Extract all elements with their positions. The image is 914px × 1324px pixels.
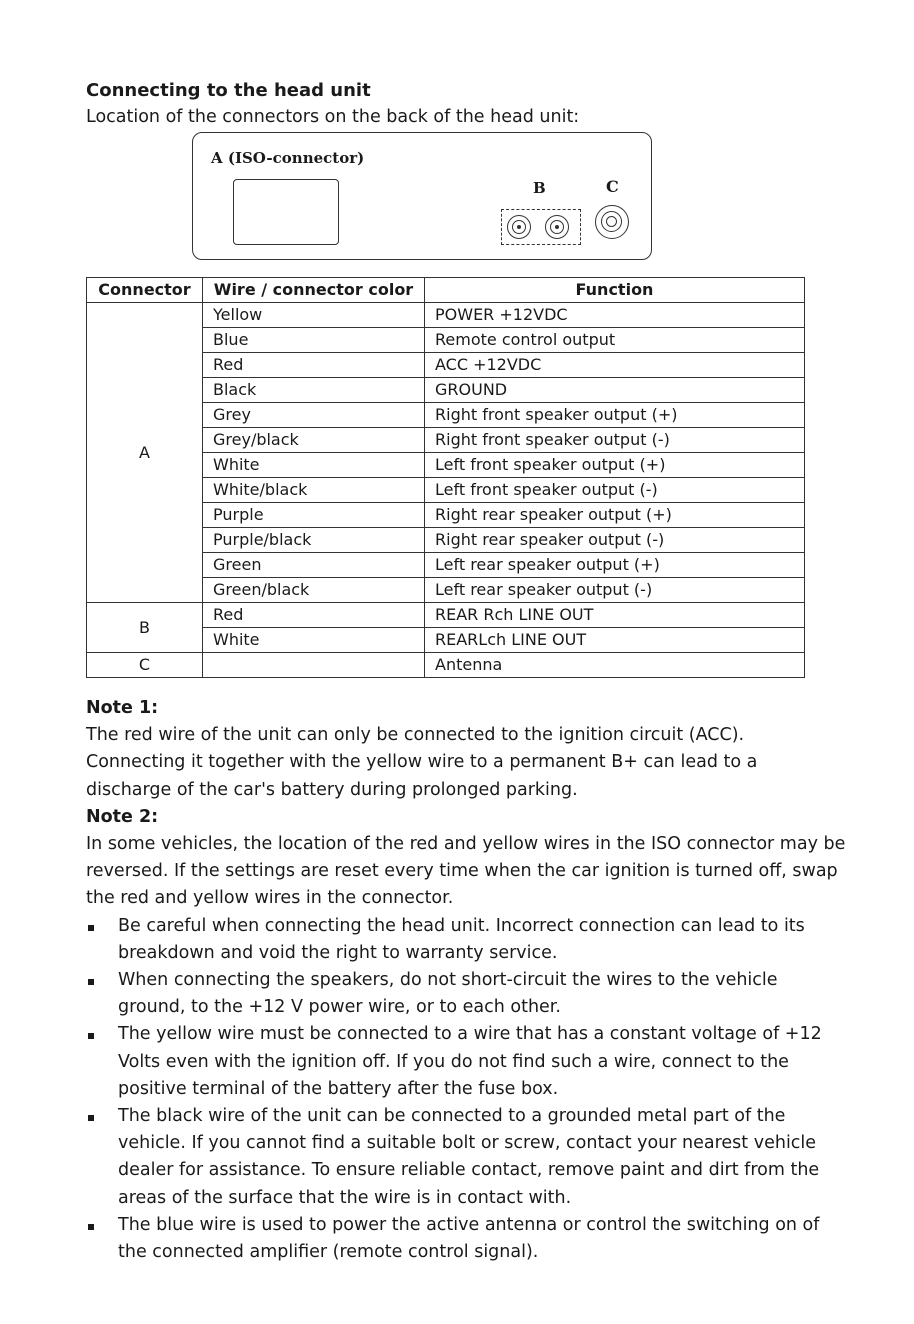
list-item-text: Be careful when connecting the head unit. Incorrect connection can lead to its breakdown and void the right to warranty service. <box>118 915 805 963</box>
connector-cell: A <box>87 303 203 603</box>
note-2-text: In some vehicles, the location of the red and yellow wires in the ISO connector may be reversed. If the settings are reset every time when the car ignition is turned off, swap the red and yellow wires in the connector. <box>86 834 846 909</box>
function-cell: REARLch LINE OUT <box>425 628 805 653</box>
iso-connector-socket <box>233 179 339 245</box>
page-title: Connecting to the head unit <box>86 80 371 101</box>
notes-section <box>86 695 846 1266</box>
wiring-table <box>86 277 805 678</box>
antenna-jack-icon <box>595 205 629 239</box>
table-row <box>87 653 805 678</box>
wire-color-cell: White <box>203 453 425 478</box>
list-item <box>86 967 846 1021</box>
note-2-title: Note 2: <box>86 806 159 827</box>
table-row <box>87 303 805 328</box>
wire-color-cell: Grey/black <box>203 428 425 453</box>
connector-c-label: C <box>606 177 619 196</box>
function-cell: Antenna <box>425 653 805 678</box>
rca-jack-left-icon <box>507 215 531 239</box>
bullet-square-icon <box>88 979 94 985</box>
wire-color-cell: Purple <box>203 503 425 528</box>
list-item <box>86 913 846 967</box>
note-1-text: The red wire of the unit can only be connected to the ignition circuit (ACC). Connecting it together with the yellow wire to a permanent B+ can lead to a discharge of the car's battery during prolonged parking. <box>86 725 758 800</box>
header-function: Function <box>425 278 805 303</box>
wire-color-cell: Grey <box>203 403 425 428</box>
list-item <box>86 1021 846 1103</box>
wire-color-cell <box>203 653 425 678</box>
function-cell: Left front speaker output (-) <box>425 478 805 503</box>
bullet-square-icon <box>88 1224 94 1230</box>
header-wire-color: Wire / connector color <box>203 278 425 303</box>
bullet-square-icon <box>88 925 94 931</box>
wire-color-cell: Red <box>203 353 425 378</box>
connector-b-label: B <box>533 179 546 197</box>
function-cell: POWER +12VDC <box>425 303 805 328</box>
wire-color-cell: White/black <box>203 478 425 503</box>
bullet-square-icon <box>88 1033 94 1039</box>
wire-color-cell: Blue <box>203 328 425 353</box>
note-1-title: Note 1: <box>86 698 159 718</box>
wire-color-cell: Yellow <box>203 303 425 328</box>
header-connector: Connector <box>87 278 203 303</box>
wire-color-cell: Green <box>203 553 425 578</box>
list-item-text: The black wire of the unit can be connected to a grounded metal part of the vehicle. If you cannot find a suitable bolt or screw, contact your nearest vehicle dealer for assistance. To ensure reliable contact, remove paint and dirt from the areas of the surface that the wire is in contact with. <box>118 1106 820 1208</box>
function-cell: Right rear speaker output (+) <box>425 503 805 528</box>
function-cell: ACC +12VDC <box>425 353 805 378</box>
table-header-row <box>87 278 805 303</box>
connector-cell: C <box>87 653 203 678</box>
list-item-text: When connecting the speakers, do not short-circuit the wires to the vehicle ground, to the +12 V power wire, or to each other. <box>118 970 778 1018</box>
bullet-square-icon <box>88 1115 94 1121</box>
list-item <box>86 1103 846 1212</box>
warnings-list <box>86 913 846 1267</box>
function-cell: Right front speaker output (-) <box>425 428 805 453</box>
wire-color-cell: Purple/black <box>203 528 425 553</box>
function-cell: Right rear speaker output (-) <box>425 528 805 553</box>
list-item <box>86 1212 846 1266</box>
function-cell: Remote control output <box>425 328 805 353</box>
rca-jack-right-icon <box>545 215 569 239</box>
iso-connector-label: A (ISO-connector) <box>211 149 365 167</box>
function-cell: Left rear speaker output (-) <box>425 578 805 603</box>
page-subtitle: Location of the connectors on the back of the head unit: <box>86 107 580 127</box>
wire-color-cell: Black <box>203 378 425 403</box>
table-row <box>87 603 805 628</box>
list-item-text: The blue wire is used to power the active antenna or control the switching on of the connected amplifier (remote control signal). <box>118 1214 820 1263</box>
function-cell: GROUND <box>425 378 805 403</box>
function-cell: Left front speaker output (+) <box>425 453 805 478</box>
list-item-text: The yellow wire must be connected to a wire that has a constant voltage of +12 Volts even with the ignition off. If you do not find such a wire, connect to the positive terminal of the battery after the fuse box. <box>118 1024 822 1099</box>
connector-cell: B <box>87 603 203 653</box>
head-unit-back-diagram <box>192 132 652 260</box>
wire-color-cell: Green/black <box>203 578 425 603</box>
function-cell: Left rear speaker output (+) <box>425 553 805 578</box>
wire-color-cell: White <box>203 628 425 653</box>
wire-color-cell: Red <box>203 603 425 628</box>
function-cell: Right front speaker output (+) <box>425 403 805 428</box>
function-cell: REAR Rch LINE OUT <box>425 603 805 628</box>
